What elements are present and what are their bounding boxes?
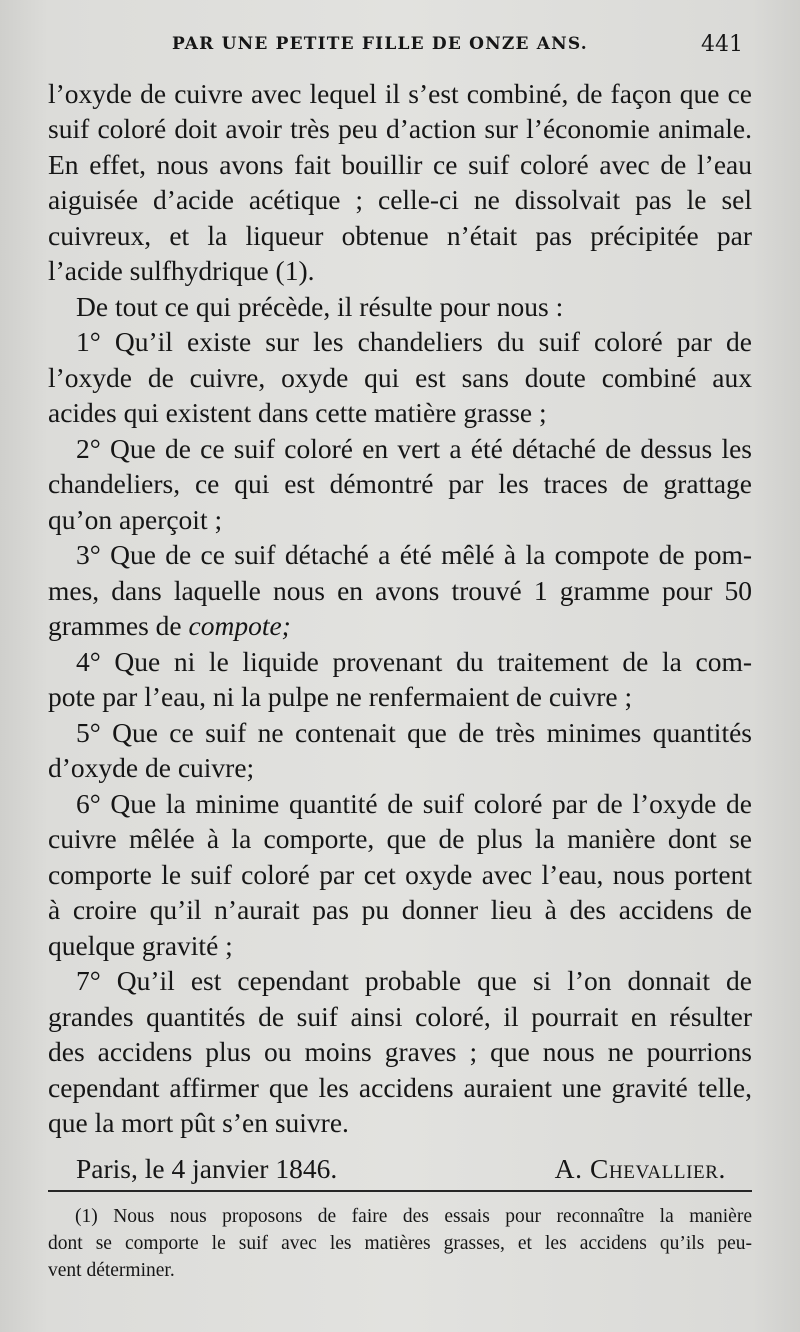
text-line: 2° Que de ce suif coloré en vert a été détaché de dessus les	[76, 433, 752, 464]
text-line: d’oxyde de cuivre;	[48, 752, 255, 783]
footnote-separator	[48, 1190, 752, 1192]
text-line: cuivreux, et la liqueur obtenue n’était pas précipitée par	[48, 220, 752, 251]
text-line: qu’on aperçoit ;	[48, 504, 223, 535]
text-line: l’oxyde de cuivre, oxyde qui est sans doute combiné aux	[48, 362, 752, 393]
signature-author: A. Chevallier.	[554, 1153, 726, 1184]
text-line: 7° Qu’il est cependant probable que si l’on donnait de	[76, 965, 752, 996]
text-line: mes, dans laquelle nous en avons trouvé 1 gramme pour 50	[48, 575, 752, 606]
text-line: l’oxyde de cuivre avec lequel il s’est combiné, de façon que ce	[48, 78, 752, 109]
text-line: que la mort pût s’en suivre.	[48, 1107, 349, 1138]
signature	[76, 1151, 726, 1187]
page-number: 441	[701, 32, 743, 57]
text-line: acides qui existent dans cette matière grasse ;	[48, 397, 547, 428]
text-line: De tout ce qui précède, il résulte pour nous :	[76, 291, 564, 322]
footnote-line: vent déterminer.	[48, 1260, 175, 1281]
text-line: suif coloré doit avoir très peu d’action sur l’économie animale.	[48, 113, 752, 144]
text-line: 5° Que ce suif ne contenait que de très minimes quantités	[76, 717, 752, 748]
text-line: chandeliers, ce qui est démontré par les traces de grattage	[48, 468, 752, 499]
running-head	[0, 32, 800, 62]
text-line: l’acide sulfhydrique (1).	[48, 255, 315, 286]
text-line: des accidens plus ou moins graves ; que nous ne pourrions	[48, 1036, 752, 1067]
text-line: 4° Que ni le liquide provenant du traitement de la com-	[76, 646, 752, 677]
text-line: quelque gravité ;	[48, 930, 233, 961]
text-line: aiguisée d’acide acétique ; celle-ci ne dissolvait pas le sel	[48, 184, 752, 215]
footnote-line: (1) Nous nous proposons de faire des essais pour reconnaître la manière	[75, 1206, 752, 1227]
text-line: à croire qu’il n’aurait pas pu donner lieu à des accidens de	[48, 894, 752, 925]
text-line: 3° Que de ce suif détaché a été mêlé à la compote de pom-	[76, 539, 752, 570]
italic-word: compote;	[188, 610, 291, 641]
text-line: En effet, nous avons fait bouillir ce suif coloré avec de l’eau	[48, 149, 752, 180]
text-line: grandes quantités de suif ainsi coloré, il pourrait en résulter	[48, 1001, 752, 1032]
text-line: cependant affirmer que les accidens auraient une gravité telle,	[48, 1072, 752, 1103]
text-line: cuivre mêlée à la comporte, que de plus la manière dont se	[48, 823, 752, 854]
text-line: pote par l’eau, ni la pulpe ne renfermaient de cuivre ;	[48, 681, 633, 712]
text-line: comporte le suif coloré par cet oxyde avec l’eau, nous portent	[48, 859, 752, 890]
running-title: PAR UNE PETITE FILLE DE ONZE ANS.	[172, 34, 588, 54]
text-line: 6° Que la minime quantité de suif coloré par de l’oxyde de	[76, 788, 752, 819]
footnote-line: dont se comporte le suif avec les matières grasses, et les accidens qu’ils peu-	[48, 1233, 752, 1254]
text-line: 1° Qu’il existe sur les chandeliers du suif coloré par de	[76, 326, 752, 357]
signature-place-date: Paris, le 4 janvier 1846.	[76, 1153, 338, 1184]
text-line: grammes de compote;	[48, 610, 291, 641]
